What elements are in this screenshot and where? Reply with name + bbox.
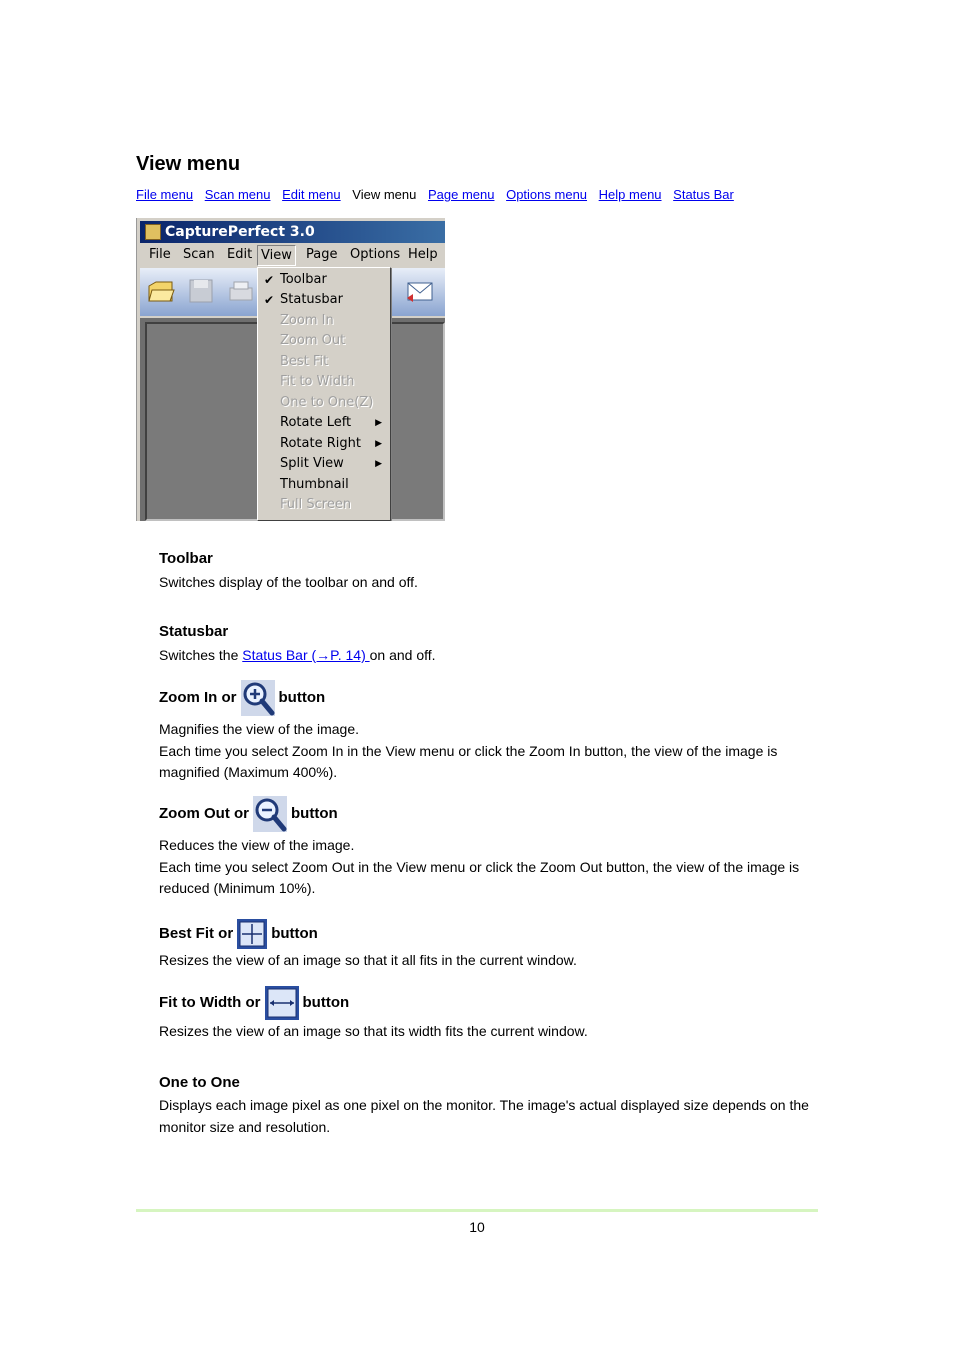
text-best-fit: Resizes the view of an image so that it all fits in the current window. bbox=[159, 952, 577, 968]
menu-nav bbox=[136, 187, 742, 202]
heading-toolbar: Toolbar bbox=[159, 550, 213, 567]
menu-help[interactable]: Help bbox=[408, 247, 438, 262]
app-logo-icon bbox=[145, 224, 161, 240]
app-screenshot bbox=[136, 218, 445, 521]
view-dropdown-menu bbox=[257, 267, 391, 521]
menu-view[interactable]: View bbox=[257, 245, 296, 266]
text-zoom-out-1: Reduces the view of the image. bbox=[159, 837, 355, 853]
app-menubar bbox=[140, 244, 445, 266]
text-statusbar: Switches the Status Bar (→P. 14) on and off. bbox=[159, 647, 436, 663]
mail-icon[interactable] bbox=[405, 276, 435, 306]
heading-zoom-in: Zoom In or button bbox=[159, 680, 819, 716]
zoom-out-icon bbox=[253, 796, 287, 832]
menuitem-rotate-right[interactable]: Rotate Right ▶ bbox=[258, 434, 390, 454]
menuitem-statusbar[interactable]: ✔ Statusbar bbox=[258, 290, 390, 310]
menu-file[interactable]: File bbox=[149, 247, 171, 262]
link-file-menu[interactable]: File menu bbox=[136, 187, 194, 202]
text-fit-to-width: Resizes the view of an image so that its width fits the current window. bbox=[159, 1023, 588, 1039]
menuitem-fit-to-width: Fit to Width bbox=[280, 374, 355, 389]
heading-fit-to-width: Fit to Width or button bbox=[159, 986, 819, 1020]
menu-scan[interactable]: Scan bbox=[183, 247, 215, 262]
menuitem-full-screen: Full Screen bbox=[280, 497, 352, 512]
menu-options[interactable]: Options bbox=[350, 247, 401, 262]
submenu-arrow-icon: ▶ bbox=[375, 418, 382, 428]
link-help-menu[interactable]: Help menu bbox=[598, 187, 662, 202]
section-best-fit bbox=[159, 919, 819, 972]
menuitem-zoom-out: Zoom Out bbox=[280, 333, 346, 348]
open-folder-icon[interactable] bbox=[146, 276, 176, 306]
footer-divider bbox=[136, 1209, 818, 1212]
section-statusbar bbox=[159, 622, 819, 667]
text-toolbar: Switches display of the toolbar on and off. bbox=[159, 574, 418, 590]
menuitem-zoom-in: Zoom In bbox=[280, 313, 334, 328]
page-title: View menu bbox=[136, 153, 241, 175]
section-fit-to-width bbox=[159, 986, 819, 1043]
heading-one-to-one: One to One bbox=[159, 1074, 240, 1091]
menu-page[interactable]: Page bbox=[306, 247, 338, 262]
menuitem-split-view[interactable]: Split View ▶ bbox=[258, 454, 390, 474]
page-number: 10 bbox=[469, 1219, 485, 1235]
app-title: CapturePerfect 3.0 bbox=[165, 224, 315, 240]
menuitem-rotate-left[interactable]: Rotate Left ▶ bbox=[258, 413, 390, 433]
section-one-to-one bbox=[159, 1073, 819, 1138]
fit-to-width-icon bbox=[265, 986, 299, 1020]
link-edit-menu[interactable]: Edit menu bbox=[282, 187, 341, 202]
text-one-to-one: Displays each image pixel as one pixel on the monitor. The image's actual displayed size depends on the monitor size and resolution. bbox=[159, 1097, 809, 1135]
text-zoom-in-2: Each time you select Zoom In in the View menu or click the Zoom In button, the view of the image is magnified (Maximum 400%). bbox=[159, 742, 778, 780]
best-fit-icon bbox=[237, 919, 267, 949]
zoom-in-icon bbox=[241, 680, 275, 716]
menuitem-toolbar[interactable]: ✔ Toolbar bbox=[258, 270, 390, 290]
section-toolbar bbox=[159, 549, 819, 594]
menuitem-thumbnail[interactable]: Thumbnail bbox=[280, 477, 349, 492]
link-page-menu[interactable]: Page menu bbox=[427, 187, 495, 202]
submenu-arrow-icon: ▶ bbox=[375, 459, 382, 469]
save-icon[interactable] bbox=[186, 276, 216, 306]
heading-zoom-out: Zoom Out or button bbox=[159, 796, 819, 832]
submenu-arrow-icon: ▶ bbox=[375, 439, 382, 449]
current-view-menu: View menu bbox=[352, 187, 417, 202]
text-zoom-in-1: Magnifies the view of the image. bbox=[159, 721, 359, 737]
link-status-bar[interactable]: Status Bar bbox=[673, 187, 734, 202]
menu-edit[interactable]: Edit bbox=[227, 247, 253, 262]
app-titlebar bbox=[140, 221, 445, 243]
link-status-bar-page[interactable]: Status Bar (→P. 14) bbox=[242, 647, 370, 663]
print-icon[interactable] bbox=[226, 276, 256, 306]
menuitem-one-to-one: One to One(Z) bbox=[280, 395, 374, 410]
check-icon: ✔ bbox=[264, 293, 275, 307]
menuitem-best-fit: Best Fit bbox=[280, 354, 329, 369]
link-scan-menu[interactable]: Scan menu bbox=[204, 187, 271, 202]
text-zoom-out-2: Each time you select Zoom Out in the View menu or click the Zoom Out button, the view of the image is reduced (Minimum 10%). bbox=[159, 858, 800, 896]
heading-statusbar: Statusbar bbox=[159, 623, 229, 640]
check-icon: ✔ bbox=[264, 273, 275, 287]
section-zoom-out bbox=[159, 796, 819, 900]
heading-best-fit: Best Fit or button bbox=[159, 919, 819, 949]
section-zoom-in bbox=[159, 680, 819, 784]
link-options-menu[interactable]: Options menu bbox=[506, 187, 588, 202]
